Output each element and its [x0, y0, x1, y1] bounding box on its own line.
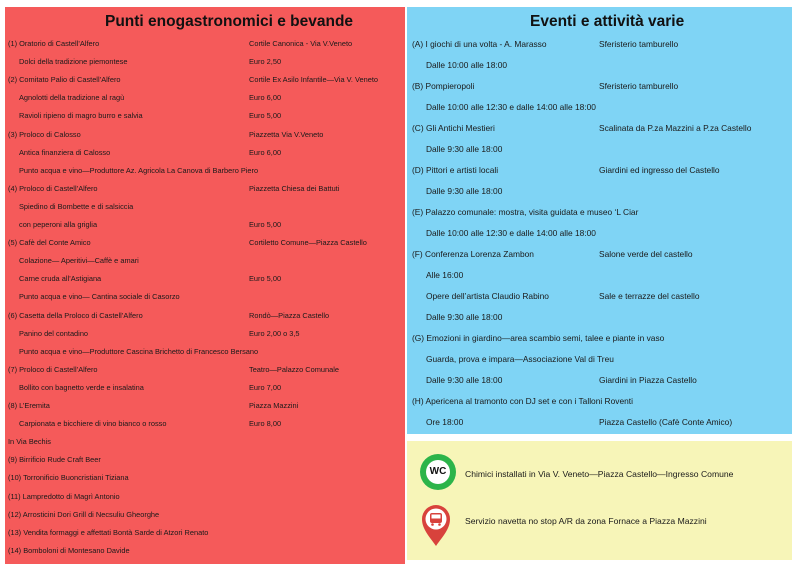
list-item-info: Sferisterio tamburello — [599, 81, 679, 91]
list-item-detail: Dalle 9:30 alle 18:00 — [426, 186, 503, 196]
list-item-detail: Agnolotti della tradizione al ragù — [19, 93, 125, 103]
list-item-title: (D) Pittori e artisti locali — [412, 165, 499, 175]
list-item-info: Rondò—Piazza Castello — [249, 310, 330, 320]
list-item-title: (3) Proloco di Calosso — [8, 129, 81, 139]
list-item-info: Sale e terrazze del castello — [599, 291, 700, 301]
list-item-detail: Carpionata e bicchiere di vino bianco o rosso — [19, 419, 167, 429]
list-item-detail: Panino del contadino — [19, 328, 89, 338]
list-item-detail: Guarda, prova e impara—Associazione Val di Treu — [426, 354, 614, 364]
list-item-detail: Ravioli ripieno di magro burro e salvia — [19, 111, 143, 121]
list-item-title: (F) Conferenza Lorenza Zambon — [412, 249, 534, 259]
list-item-detail: Dalle 10:00 alle 12:30 e dalle 14:00 alle 18:00 — [426, 228, 596, 238]
food-and-drinks-panel — [5, 7, 405, 564]
list-item-info: Scalinata da P.za Mazzini a P.za Castello — [599, 123, 752, 133]
list-item-detail: Spiedino di Bombette e di salsiccia — [19, 201, 134, 211]
list-item-detail: Dolci della tradizione piemontese — [19, 57, 128, 67]
list-item-title: (2) Comitato Palio di Castell’Alfero — [8, 75, 121, 85]
list-item-detail: Punto acqua e vino—Produttore Cascina Brichetto di Francesco Bersano — [19, 346, 259, 356]
list-item-title: (5) Cafè del Conte Amico — [8, 238, 91, 248]
list-item-title: (14) Bomboloni di Montesano Davide — [8, 545, 130, 555]
list-item-title: (6) Casetta della Proloco di Castell’Alfero — [8, 310, 143, 320]
list-item-title: (B) Pompieropoli — [412, 81, 475, 91]
list-item-info: Sferisterio tamburello — [599, 39, 679, 49]
events-panel — [407, 7, 792, 434]
list-item-detail: Dalle 10:00 alle 18:00 — [426, 60, 508, 70]
list-item-detail: Antica finanziera di Calosso — [19, 147, 111, 157]
list-item-detail: Punto acqua e vino— Cantina sociale di Casorzo — [19, 292, 180, 302]
list-item-detail: Dalle 9:30 alle 18:00 — [426, 144, 503, 154]
list-item-detail: con peperoni alla griglia — [19, 220, 98, 229]
food-panel-title: Punti enogastronomici e bevande — [105, 13, 354, 30]
services-panel — [407, 441, 792, 560]
list-item-detail: Dalle 9:30 alle 18:00 — [426, 375, 503, 385]
list-item-info: Cortiletto Comune—Piazza Castello — [249, 238, 367, 248]
shuttle-info-text: Servizio navetta no stop A/R da zona Fornace a Piazza Mazzini — [465, 516, 707, 526]
list-item-title: (11) Lampredotto di Magrì Antonio — [8, 491, 120, 501]
list-item-detail: Ore 18:00 — [426, 417, 464, 427]
wc-icon — [420, 454, 456, 490]
wc-icon-label: WC — [426, 460, 450, 484]
list-item-title: (H) Apericena al tramonto con DJ set e con i Talloni Roventi — [412, 396, 633, 406]
list-item-info: Euro 2,00 o 3,5 — [249, 328, 300, 338]
list-item-info: Piazzetta Chiesa dei Battuti — [249, 183, 340, 193]
list-item-detail: Carne cruda all’Astigiana — [19, 274, 102, 284]
list-item-info: Euro 7,00 — [249, 382, 282, 392]
list-item-info: Piazza Castello (Cafè Conte Amico) — [599, 417, 733, 427]
list-item-title: (C) Gli Antichi Mestieri — [412, 123, 495, 133]
list-item-detail: Opere dell’artista Claudio Rabino — [426, 291, 549, 301]
list-item-info: Salone verde del castello — [599, 249, 693, 259]
list-item-title: (7) Proloco di Castell’Alfero — [8, 364, 98, 374]
list-item-title: (4) Proloco di Castell’Alfero — [8, 183, 98, 193]
list-item-title: (8) L’Eremita — [8, 401, 50, 410]
list-item-info: Euro 5,00 — [249, 111, 282, 121]
list-item-detail: Punto acqua e vino—Produttore Az. Agricola La Canova di Barbero Piero — [19, 165, 259, 175]
list-item-title: (1) Oratorio di Castell’Alfero — [8, 39, 100, 48]
list-item-info: Piazzetta Via V.Veneto — [249, 129, 324, 139]
list-item-detail: Bollito con bagnetto verde e insalatina — [19, 382, 144, 392]
list-item-info: Euro 8,00 — [249, 419, 282, 429]
list-item-info: Euro 5,00 — [249, 274, 282, 284]
list-item-info: Giardini ed ingresso del Castello — [599, 165, 720, 175]
list-item-detail: Dalle 10:00 alle 12:30 e dalle 14:00 alle 18:00 — [426, 102, 596, 112]
list-item-title: (13) Vendita formaggi e affettati Bontà Sarde di Atzori Renato — [8, 527, 209, 537]
wc-info-text: Chimici installati in Via V. Veneto—Piazza Castello—Ingresso Comune — [465, 469, 734, 479]
list-item-detail: Alle 16:00 — [426, 270, 464, 280]
list-item-title: In Via Bechis — [8, 437, 52, 447]
list-item-title: (10) Torronificio Buoncristiani Tiziana — [8, 473, 129, 483]
list-item-title: (G) Emozioni in giardino—area scambio semi, talee e piante in vaso — [412, 333, 665, 343]
list-item-title: (E) Palazzo comunale: mostra, visita guidata e museo ‘L Ciar — [412, 207, 639, 217]
list-item-detail: Dalle 9:30 alle 18:00 — [426, 312, 503, 322]
bus-stop-icon — [420, 503, 452, 547]
list-item-info: Euro 2,50 — [249, 57, 282, 67]
list-item-info: Cortile Canonica - Via V.Veneto — [249, 39, 353, 48]
list-item-info: Giardini in Piazza Castello — [599, 375, 697, 385]
list-item-title: (12) Arrosticini Dori Grill di Necsuliu Gheorghe — [8, 509, 160, 519]
list-item-info: Euro 5,00 — [249, 220, 282, 229]
list-item-detail: Colazione— Aperitivi—Caffè e amari — [19, 256, 139, 266]
list-item-info: Cortile Ex Asilo Infantile—Via V. Veneto — [249, 75, 379, 85]
events-panel-title: Eventi e attività varie — [530, 13, 685, 30]
list-item-title: (A) I giochi di una volta - A. Marasso — [412, 39, 547, 49]
list-item-info: Euro 6,00 — [249, 147, 282, 157]
list-item-title: (9) Birrificio Rude Craft Beer — [8, 455, 101, 465]
list-item-info: Euro 6,00 — [249, 93, 282, 103]
list-item-info: Piazza Mazzini — [249, 401, 299, 410]
list-item-info: Teatro—Palazzo Comunale — [249, 364, 339, 374]
